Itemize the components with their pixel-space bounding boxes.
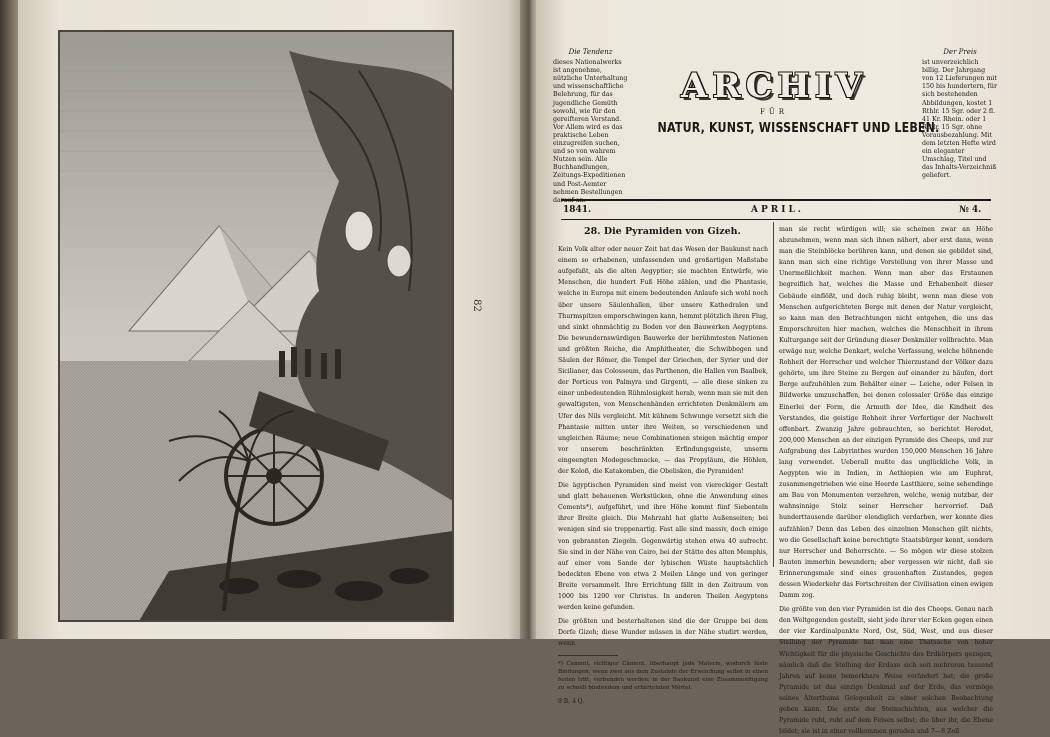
article-title: 28. Die Pyramiden von Gizeh. [584, 226, 741, 237]
text-column-1 [558, 224, 768, 706]
price-text: ist unverzeichlich billig. Der Jahrgang von 12 Lieferungen mit 150 bis hundertern, für sich bestehenden Abbildungen, kostet 1 Rthlr. 15 Sgr. oder 2 fl. 41 Kr. Rhein. oder 1 Rthlr. 15 Sgr. ohne Vorausbezahlung. Mit dem letzten Hefte wird ein eleganter Umschlag, Titel und das Inhalts-Verzeichniß geliefert. [922, 59, 997, 180]
issue-number: № 4. [959, 205, 982, 215]
paragraph: man sie recht würdigen will; sie scheinen zwar an Höhe abzunehmen, wenn man sich ihnen nähert, aber erst dann, wenn man die Steinblöcke berühren kann, und denen sie gebildet sind, kann man sich eine richtige Vorstellung von ihrer Masse und Unermeßlichkeit machen. Wenn man aber das Erstaunen begreiflich hat, welches die Masse und Erhabenheit dieser Gebäude einflößt, und doch ruhig bleibt, wenn man diese von Menschen aufgerichteten Berge mit denen der Natur vergleicht, so kann man den Betrachtungen nicht entgehen, die uns das Emporschreiten hier machen, welches die Menschheit in ihrem Kulturgange seit der Gründung dieser Denkmäler vollbrachte. Man erwäge nur, welche Denkart, welche Verfassung, welche höhnende Rohheit der Herrscher und welcher Thierzustand der Völker dazu gehörte, um ihre Steine zu Bergen auf einander zu häufen, dort Berge aufzuhöhlen zum Behälter einer — Leiche, oder Felsen in Bildwerke umzuschaffen, bei denen colossaler Größe das einzige Einerlei der Form, die Armuth der Idee, die Kindheit des Verstandes, die geistige Rohheit ihrer Verfertiger der Nachwelt offenbart. Zwanzig Jahre gebrauchten, so berichtet Herodot, 200,000 Menschen an der einzigen Pyramide des Cheops, und zur Aufgrabung des Labyrinthes wurden 150,000 Menschen 16 Jahre lang verwendet. Ueberall mußte das unglückliche Volk, in Aegypten wie in Indien, in Aethiopien wie am Euphrat, zusammengetrieben wie eine Heerde Lastthiere, seine sehendinge am Bau von Monumenten verzehren, welche, wenig nutzbar, der wahnsinnige Stolz seiner Herrscher hervorrief. Daß hunderttausende darüber elendiglich verdarben, wer konnte dies aufzählen? Denn das Leben des einzelnen Menschen gilt nichts, wo die Gesellschaft keine berechtigte Staatsbürger kennt, sondern nur Herrscher und Beherrschte. — So mögen wir diese stolzen Bauten immerhin bewundern; aber vergessen wir nicht, daß sie Erinnerungsmale sind eines grauenhaften Zustandes, gegen dessen Wiederkehr das Fortschreiten der Civilisation einen ewigen Damm zog. [779, 226, 993, 600]
masthead-fuer: FÜR [759, 108, 789, 116]
paragraph: Die ägyptischen Pyramiden sind meist von viereckiger Gestalt und glatt behauenen Werkstücken, ohne die Anwendung eines Cements*), aufgeführt, und ihre Höhe kommt fünf Siebenteln ihrer Breite gleich. Die Mehrzahl hat glatte Außenseiten; bei wenigen sind sie treppenartig. Fast alle sind massiv, doch einige von gebrannten Ziegeln. Gegenwärtig stehen etwa 40 aufrecht. Sie sind in der Nähe von Cairo, bei der Stätte des alten Memphis, auf einer vom Sande der lybischen Wüste hauptsächlich bedeckten Ebene von etwa 2 Meilen Länge und von geringer Breite versammelt. Ihre Errichtung fällt in den Zeitraum von 1000 bis 1200 vor Christus. In anderen Theilen Aegyptens werden keine gefunden. [558, 482, 768, 612]
issue-month: APRIL. [751, 205, 804, 215]
masthead-subtitle: NATUR, KUNST, WISSENSCHAFT UND LEBEN. [657, 120, 940, 136]
paragraph: Die größten und besterhaltenen sind die der Gruppe bei dem Dorfe Gizeh; diese Wunder müssen in der Nähe studirt werden, wenn [558, 618, 768, 648]
masthead-title: ARCHIV [680, 66, 868, 106]
signature-mark: 9 B. 4 Q. [558, 698, 585, 706]
paragraph: Die größte von den vier Pyramiden ist die des Cheops. Genau nach den Weltgegenden gestellt, sieht jede ihrer vier Ecken gegen einen der vier Kardinalpunkte Nord, Ost, Süd, West, und aus dieser Stellung der Pyramide hat man eine Thatsache von hoher Wichtigkeit für die physische Geschichte des Erdkörpers gezogen, nämlich daß die Stellung der Erdaxe sich seit mehreren tausend Jahren auf keine bemerkbare Weise verändert hat; die große Pyramide ist das einzige Denkmal auf der Erde, das vermöge seines Alterthums Gelegenheit zu einer solchen Beobachtung geben kann. Die erste der Steinschichten, aus welcher die Pyramide ruht, ruht auf dem Felsen selbst; die über ihr, die Ebene bildet; sie ist in einer vollkommen geraden und 7—8 Zoll [779, 606, 993, 736]
top-rule [561, 199, 991, 201]
column-divider [773, 222, 774, 567]
paragraph: Kein Volk alter oder neuer Zeit hat das Wesen der Baukunst nach einem so erhabenen, umfassenden und großartigen Maßstabe aufgefaßt, als die alten Aegyptier; sie machten Entwürfe, wie Menschen, die hundert Fuß Höhe zählen, und die Phantasie, welche in Europa mit einem bedeutenden Anlaufe sich wohl noch über unsere Säulenhallen, über unsere Kathedralen und Thurmspitzen emporschwingen kann, hemmt plötzlich ihren Flug, und sinkt ohnmächtig zu Boden vor den Bauwerken Aegyptens. Die bewundernswürdigen Bauwerke der berühmtesten Nationen und größten Reiche, die Amphitheater, die Schwibbogen und Säulen der Römer, die Tempel der Griechen, der Syrier und der Sicilianer, das Colosseum, das Parthenon, die Hallen von Baalbek, der Porticus von Palmyra und Girgenti, — alle diese sinken zu einer unbedeutenden Rühmlosigkeit herab, wenn man sie mit den gewaltigsten, von Menschenhänden errichteten Denkmälern am Ufer des Nils vergleicht. Mit kühnem Schwunge versetzt sich die Phantasie mitten unter ihre Weiten, so verschiedenen und ungleichen Räume; neue Combinationen steigen mächtig empor vor unserem beschränkten Erfindungsgeiste, unserm eingeengten Modegeschmacke, — das Propyläum, die Höhlen, der Koloß, die Katakomben, die Obelisken, die Pyramiden! [558, 246, 768, 475]
tendency-note [553, 48, 628, 205]
text-column-2 [779, 224, 993, 736]
footnote: *) Cement, richtiger Cäment, überhaupt jede Materie, wodurch feste Bindungen, wenn zwei aus dem Zustande der Erweichung selbst in einen festen tritt, verbunden werden; in der Baukunst eine Zusammenfügung zu schnell bindendem und erhärtenden Mörtel. [558, 661, 768, 692]
page-number: 82 [470, 299, 482, 312]
pyramids-engraving [58, 30, 454, 622]
tendency-label: Die Tendenz [568, 48, 613, 56]
issue-year: 1841. [563, 205, 592, 215]
bottom-rule [561, 219, 991, 220]
masthead [632, 66, 940, 136]
tendency-text: dieses Nationalwerks ist angenehme, nützliche Unterhaltung und wissenschaftliche Belehrung, für das jugendliche Gemüth sowohl, wie für den gereifteren Verstand. Vor Allem wird es das praktische Leben einzugreifen suchen, und so von wahrem Nutzen sein. Alle Buchhandlungen, Zeitungs-Expeditionen und Post-Aemter nehmen Bestellungen darauf an. [553, 59, 628, 204]
footnote-rule [558, 655, 618, 656]
price-note [922, 48, 998, 181]
price-label: Der Preis [943, 48, 977, 56]
